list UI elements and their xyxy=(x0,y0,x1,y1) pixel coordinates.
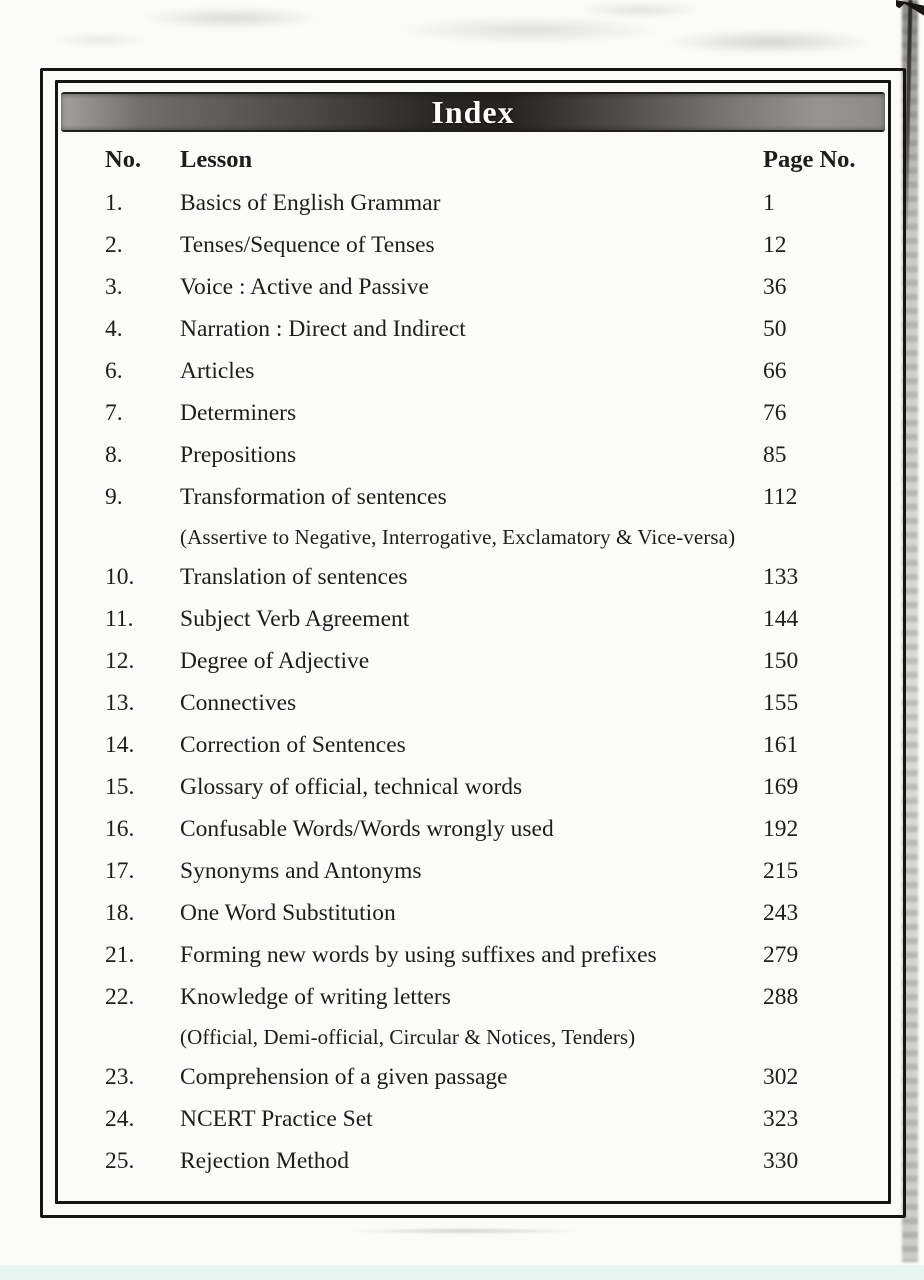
lesson-title: Transformation of sentences xyxy=(180,483,447,510)
page-number: 155 xyxy=(763,689,799,716)
lesson-note: (Official, Demi-official, Circular & Notices, Tenders) xyxy=(180,1024,636,1049)
page-number: 330 xyxy=(763,1147,799,1174)
table-row xyxy=(58,892,888,934)
lesson-number: 7. xyxy=(105,399,123,426)
table-header-row xyxy=(58,142,888,178)
lesson-number: 11. xyxy=(105,605,134,632)
lesson-title: Degree of Adjective xyxy=(180,647,370,674)
table-row xyxy=(58,434,888,476)
lesson-title: Prepositions xyxy=(180,441,297,468)
page-number: 66 xyxy=(763,357,787,384)
lesson-number: 18. xyxy=(105,899,135,926)
lesson-number: 17. xyxy=(105,857,135,884)
page-number: 169 xyxy=(763,773,799,800)
column-header-lesson: Lesson xyxy=(180,146,253,173)
lesson-number: 21. xyxy=(105,941,135,968)
table-row xyxy=(58,266,888,308)
table-row xyxy=(58,766,888,808)
page-number: 302 xyxy=(763,1063,799,1090)
lesson-title: Determiners xyxy=(180,399,297,426)
lesson-note-row xyxy=(58,518,888,556)
table-row xyxy=(58,224,888,266)
table-row xyxy=(58,850,888,892)
lesson-title: Tenses/Sequence of Tenses xyxy=(180,231,435,258)
table-row xyxy=(58,808,888,850)
index-title-bar xyxy=(61,92,885,132)
lesson-number: 6. xyxy=(105,357,123,384)
lesson-title: Voice : Active and Passive xyxy=(180,273,429,300)
scan-bottom-strip xyxy=(0,1265,924,1280)
page-number: 243 xyxy=(763,899,799,926)
table-row xyxy=(58,308,888,350)
table-row xyxy=(58,598,888,640)
lesson-note-row xyxy=(58,1018,888,1056)
page-number: 76 xyxy=(763,399,787,426)
table-row xyxy=(58,1056,888,1098)
lesson-title: Articles xyxy=(180,357,255,384)
lesson-title: Subject Verb Agreement xyxy=(180,605,410,632)
table-row xyxy=(58,934,888,976)
lesson-number: 22. xyxy=(105,983,135,1010)
table-row xyxy=(58,724,888,766)
page-number: 150 xyxy=(763,647,799,674)
index-rows xyxy=(58,182,888,1182)
lesson-number: 2. xyxy=(105,231,123,258)
lesson-number: 3. xyxy=(105,273,123,300)
table-row xyxy=(58,556,888,598)
outer-border-frame xyxy=(40,68,906,1218)
lesson-number: 15. xyxy=(105,773,135,800)
lesson-title: Translation of sentences xyxy=(180,563,408,590)
page-number: 279 xyxy=(763,941,799,968)
page-number: 50 xyxy=(763,315,787,342)
lesson-number: 4. xyxy=(105,315,123,342)
lesson-title: Basics of English Grammar xyxy=(180,189,441,216)
page-number: 192 xyxy=(763,815,799,842)
table-row xyxy=(58,392,888,434)
page-number: 1 xyxy=(763,189,775,216)
lesson-number: 8. xyxy=(105,441,123,468)
lesson-number: 16. xyxy=(105,815,135,842)
lesson-number: 25. xyxy=(105,1147,135,1174)
lesson-number: 24. xyxy=(105,1105,135,1132)
lesson-number: 1. xyxy=(105,189,123,216)
lesson-title: Synonyms and Antonyms xyxy=(180,857,422,884)
lesson-number: 14. xyxy=(105,731,135,758)
lesson-title: Glossary of official, technical words xyxy=(180,773,523,800)
page-number: 133 xyxy=(763,563,799,590)
lesson-title: Forming new words by using suffixes and prefixes xyxy=(180,941,657,968)
lesson-title: Comprehension of a given passage xyxy=(180,1063,508,1090)
column-header-page: Page No. xyxy=(763,146,856,173)
lesson-title: Correction of Sentences xyxy=(180,731,406,758)
inner-border-frame xyxy=(55,80,891,1204)
table-row xyxy=(58,1098,888,1140)
lesson-number: 23. xyxy=(105,1063,135,1090)
scan-artifact-bottom-smudge xyxy=(300,1226,630,1236)
lesson-number: 13. xyxy=(105,689,135,716)
page-number: 85 xyxy=(763,441,787,468)
lesson-title: One Word Substitution xyxy=(180,899,396,926)
table-row xyxy=(58,182,888,224)
lesson-title: Knowledge of writing letters xyxy=(180,983,451,1010)
page-number: 36 xyxy=(763,273,787,300)
page-number: 12 xyxy=(763,231,787,258)
lesson-number: 10. xyxy=(105,563,135,590)
lesson-title: NCERT Practice Set xyxy=(180,1105,373,1132)
page-number: 112 xyxy=(763,483,798,510)
table-row xyxy=(58,682,888,724)
lesson-note: (Assertive to Negative, Interrogative, Exclamatory & Vice-versa) xyxy=(180,524,736,549)
page-number: 161 xyxy=(763,731,799,758)
table-row xyxy=(58,476,888,518)
table-row xyxy=(58,976,888,1018)
lesson-number: 9. xyxy=(105,483,123,510)
lesson-title: Rejection Method xyxy=(180,1147,350,1174)
page-number: 288 xyxy=(763,983,799,1010)
lesson-title: Confusable Words/Words wrongly used xyxy=(180,815,554,842)
table-row xyxy=(58,640,888,682)
table-row xyxy=(58,350,888,392)
page-number: 144 xyxy=(763,605,799,632)
lesson-title: Connectives xyxy=(180,689,297,716)
lesson-title: Narration : Direct and Indirect xyxy=(180,315,466,342)
table-row xyxy=(58,1140,888,1182)
page-number: 215 xyxy=(763,857,799,884)
column-header-no: No. xyxy=(105,146,142,173)
page-number: 323 xyxy=(763,1105,799,1132)
lesson-number: 12. xyxy=(105,647,135,674)
page-title: Index xyxy=(431,93,515,130)
